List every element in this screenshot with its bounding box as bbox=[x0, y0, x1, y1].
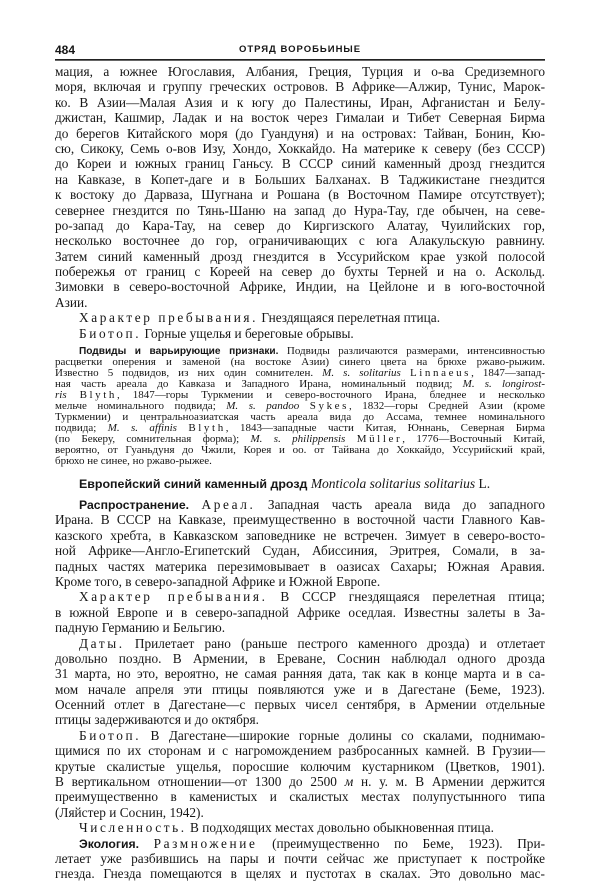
text-line: Затем синий каменный дрозд гнездится в Уссурийском крае узкой полосой bbox=[55, 248, 545, 264]
text-line: ной Африке—Англо-Египетский Судан, Абиссиния, Эритрея, Сомали, в за- bbox=[55, 543, 545, 559]
text-run: Подвиды различаются размерами, интенсивностью bbox=[278, 345, 545, 358]
text-line: летает уже разбившись на пары и почти сейчас же приступает к постройке bbox=[55, 851, 545, 866]
text-line: казского хребта, в Кавказском заповеднике не встречен. Зимует в северо-восто- bbox=[55, 527, 545, 543]
text-line: брюхо не синее, но ржаво-рыжее. bbox=[55, 455, 212, 468]
italic-run: M. s. solitarius bbox=[322, 367, 401, 380]
spaced-run: Blyth bbox=[79, 389, 118, 402]
italic-run: M. s. affinis bbox=[107, 422, 177, 435]
text-run: Прилетает рано (раньше пестрого каменного дрозда) и отлетает bbox=[124, 635, 545, 651]
text-line: Ирана. В СССР на Кавказе, преимущественно в восточной части Главного Кав- bbox=[55, 512, 545, 528]
text-line bbox=[55, 589, 545, 604]
bold-run: Подвиды и варьирующие признаки. bbox=[79, 346, 279, 358]
italic-run: Monticola solitarius solitarius bbox=[310, 476, 476, 492]
text-run: , 1847—горы Туркмении и северо-восточного Ирана, бледнее и несколько bbox=[117, 389, 545, 402]
text-line: мом начале апреля эти птицы появляются уже и в Дагестане (Беме, 1923). bbox=[55, 681, 545, 697]
text-line bbox=[55, 476, 545, 491]
text-run: , 1847—запад- bbox=[471, 367, 546, 380]
text-line: джистан, Кашмир, Ладак и на восток через Гималаи и Тибет Северная Бирма bbox=[55, 110, 545, 126]
text-run: н. у. м. В Армении держится bbox=[353, 774, 545, 790]
spaced-run: Даты. bbox=[79, 635, 125, 651]
text-line: до Кореи и южных границ Ганьсу. В СССР синий каменный дрозд гнездится bbox=[55, 156, 545, 172]
text-line: Зимовки в северо-восточной Африке, Индии, на Цейлоне и в юго-восточной bbox=[55, 279, 545, 295]
text-line: Туркмении) и центральноазиатская часть ареала вида до Ассама, темнее номинального bbox=[55, 411, 545, 424]
text-line: падных частях материка перезимовывает в оазисах Сахары; Южная Аравия. bbox=[55, 558, 545, 574]
text-line: довольно поздно. В Армении, в Ереване, Соснин наблюдал одного дрозда bbox=[55, 650, 545, 666]
text-line: Осенний отлет в Дагестане—с первых чисел сентября, в Армении отдельные bbox=[55, 697, 545, 713]
text-line bbox=[55, 636, 545, 651]
text-line bbox=[55, 728, 545, 743]
text-line: побережья от границ с Кореей на север до бухты Терней и на о. Аскольд. bbox=[55, 264, 545, 280]
italic-run: ris bbox=[55, 389, 67, 402]
text-run bbox=[189, 497, 202, 512]
paragraph bbox=[55, 589, 545, 635]
text-line: гнезда. Гнезда помещаются в щелях и пустотах в скалах. Это довольно мас- bbox=[55, 866, 545, 882]
section-heading bbox=[55, 476, 545, 491]
text-line: до берегов Китайского моря (до Гуандуня) и на островах: Тайван, Бонин, Кю- bbox=[55, 125, 545, 141]
text-line: птицы задерживаются и до октября. bbox=[55, 712, 259, 728]
text-line: падную Германию и Бельгию. bbox=[55, 620, 226, 636]
spaced-run: Blyth bbox=[188, 422, 226, 435]
italic-run: M. s. philippensis bbox=[250, 433, 346, 446]
page-body bbox=[55, 64, 545, 882]
text-run: Известно 5 подвидов, из них один сомнителен. bbox=[55, 367, 323, 380]
spaced-run: Численность. bbox=[79, 820, 187, 836]
spaced-run: Характер пребывания. bbox=[79, 589, 268, 605]
text-line: расцветки оперения и заменой (на востоке Азии) синего цвета на брюхе ржаво-рыжим. bbox=[55, 356, 545, 369]
text-line bbox=[55, 820, 545, 835]
italic-run: м bbox=[344, 774, 354, 790]
text-line: преимущественно в каменистых и скалистых местах полупустынного типа bbox=[55, 789, 545, 805]
text-run: В подходящих местах довольно обыкновенная птица. bbox=[186, 820, 494, 836]
text-run: L. bbox=[475, 476, 491, 492]
spaced-run: Linnaeus bbox=[409, 367, 472, 380]
paragraph bbox=[55, 728, 545, 820]
paragraph bbox=[55, 820, 545, 835]
text-line bbox=[55, 310, 545, 325]
text-run: ная часть ареала до Кавказа и Западного Ирана, номинальный подвид; bbox=[55, 378, 463, 391]
spaced-run: Биотоп. bbox=[79, 325, 142, 341]
text-line: мация, а южнее Югославия, Албания, Греция, Турция и о-ва Средиземного bbox=[55, 64, 545, 79]
text-line: Азии. bbox=[55, 294, 88, 310]
spaced-run: Характер пребывания. bbox=[79, 310, 259, 326]
text-run: , 1776—Восточный Китай, bbox=[402, 433, 545, 446]
page-number: 484 bbox=[55, 43, 76, 57]
text-line: щимися по их сторонам и с нагромождением разбросанных камней. В Грузии— bbox=[55, 743, 545, 759]
header-rule bbox=[55, 59, 545, 61]
text-line: на Кавказе, в Копет-даге и в Больших Балханах. В Таджикистане гнездится bbox=[55, 171, 545, 187]
spaced-run: Sykes bbox=[309, 400, 350, 413]
spaced-run: Ареал. bbox=[201, 497, 256, 513]
text-run: , 1843—западные части Китая, Юннань, Северная Бирма bbox=[225, 422, 545, 435]
text-line: Кроме того, в северо-западной Африке и Южной Европе. bbox=[55, 573, 381, 589]
paragraph bbox=[55, 310, 545, 325]
text-run: В вертикальном отношении—от 1300 до 2500 bbox=[55, 774, 345, 790]
text-line: в южной Европе и в северо-западной Африке оседлая. Известны залеты в За- bbox=[55, 604, 545, 620]
text-line: несколько восточнее до гор, ограничивающих с юга Алакульскую равнину. bbox=[55, 233, 545, 249]
italic-run: M. s. pandoo bbox=[226, 400, 300, 413]
text-line: сю, Сикоку, Семь о-вов Изу, Хондо, Хоккайдо. На материке к северу (без СССР) bbox=[55, 140, 545, 156]
text-line: ро-запад до Кара-Тау, на север до Киргизского Алатау, Чуилийских гор, bbox=[55, 217, 545, 233]
italic-run: M. s. longirost- bbox=[462, 378, 545, 391]
spaced-run: Биотоп. bbox=[79, 727, 142, 743]
text-run: Западная часть ареала вида до западного bbox=[255, 497, 546, 513]
text-line: севернее гнездится по Тянь-Шаню на запад до Нура-Тау, где обычен, на севе- bbox=[55, 202, 545, 218]
text-line bbox=[55, 497, 545, 512]
text-line bbox=[55, 836, 545, 851]
text-run: В СССР гнездящаяся перелетная птица; bbox=[267, 589, 545, 605]
text-line: ко. В Азии—Малая Азия и к югу до Палестины, Иран, Афганистан и Белу- bbox=[55, 94, 545, 110]
paragraph bbox=[55, 64, 545, 310]
text-run bbox=[139, 836, 154, 851]
text-run: (преимущественно по Беме, 1923). При- bbox=[257, 835, 545, 851]
bold-run: Экология. bbox=[79, 836, 139, 851]
text-run: (по Бекеру, сомнительная форма); bbox=[55, 433, 251, 446]
text-run: мельче номинального подвида; bbox=[55, 400, 227, 413]
text-line: 31 марта, но это, вероятно, не самая ранняя дата, так как в конце марта и в са- bbox=[55, 666, 545, 682]
paragraph bbox=[55, 326, 545, 341]
text-run: Гнездящаяся перелетная птица. bbox=[258, 310, 441, 326]
bold-run: Распространение. bbox=[79, 498, 190, 513]
page-header bbox=[55, 42, 545, 60]
text-line: моря, включая и группу греческих островов. В Африке—Алжир, Тунис, Марок- bbox=[55, 79, 545, 95]
paragraph bbox=[55, 636, 545, 728]
text-run: Горные ущелья и береговые обрывы. bbox=[141, 325, 354, 341]
text-line bbox=[55, 774, 545, 789]
paragraph bbox=[55, 497, 545, 589]
text-run: , 1832—горы Средней Азии (кроме bbox=[349, 400, 545, 413]
text-line bbox=[55, 326, 545, 341]
text-line: к востоку до Дарваза, Шугнана и Рошана (в Восточном Памире отсутствует); bbox=[55, 187, 545, 203]
spaced-run: Размножение bbox=[153, 835, 258, 851]
subspecies-note bbox=[55, 346, 545, 467]
text-line: (Ляйстер и Соснин, 1942). bbox=[55, 804, 204, 820]
text-line: крутые скалистые ущелья, поросшие колючим кустарником (Цветков, 1901). bbox=[55, 758, 545, 774]
paragraph bbox=[55, 836, 545, 882]
bold-run: Европейский синий каменный дрозд bbox=[79, 477, 311, 492]
spaced-run: Müller bbox=[356, 433, 403, 446]
text-run: подвида; bbox=[55, 422, 108, 435]
text-line: вероятно, от Гуаньдуня до Чжили, Корея и оо. от Тайвана до Хоккайдо, Уссурийский край, bbox=[55, 444, 545, 457]
text-run: В Дагестане—широкие горные долины со скалами, поднимаю- bbox=[141, 727, 545, 743]
running-title: ОТРЯД ВОРОБЬИНЫЕ bbox=[238, 44, 362, 55]
